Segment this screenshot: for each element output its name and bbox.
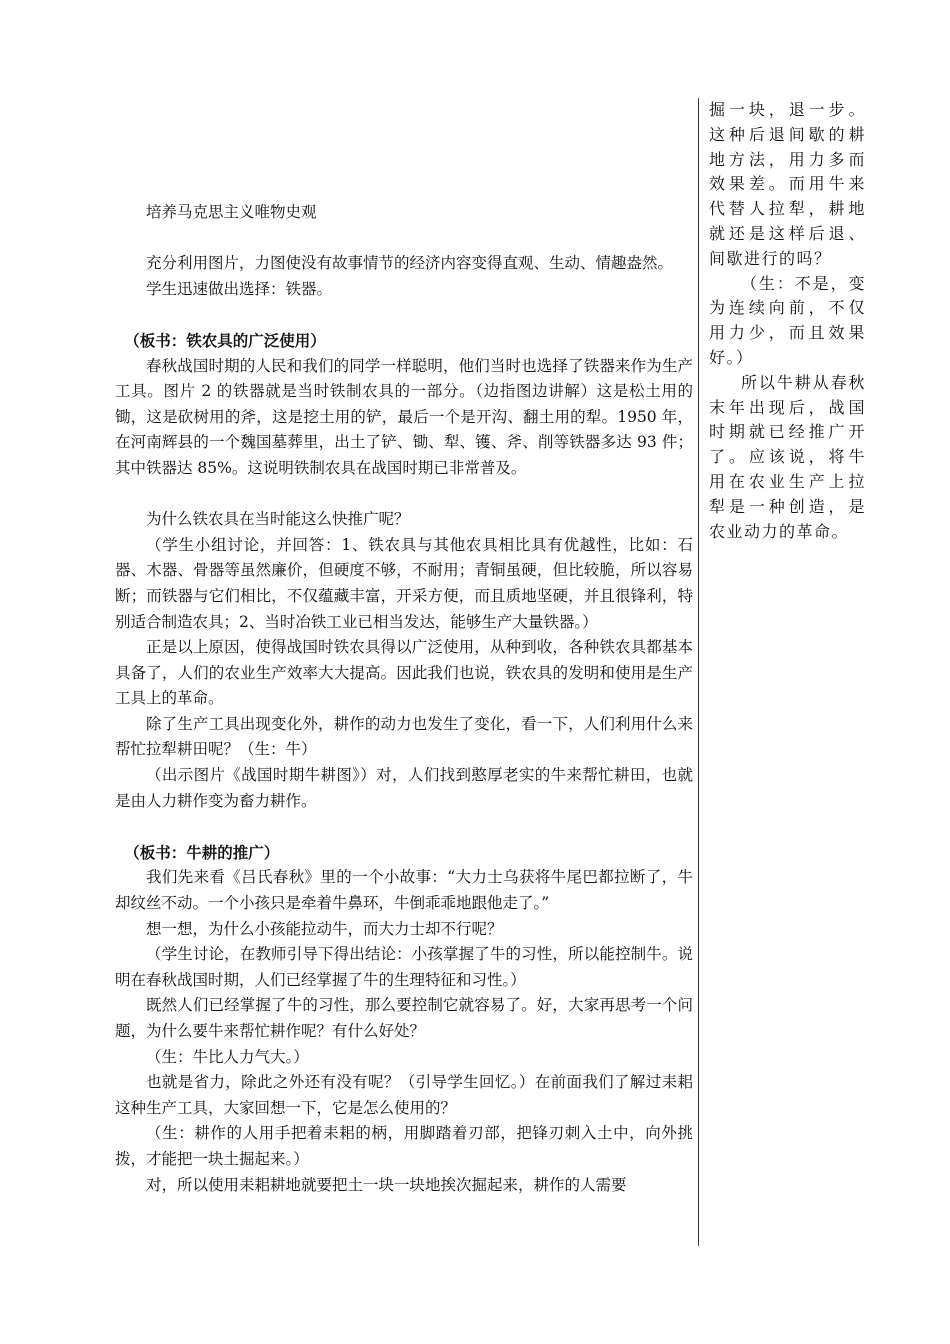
- main-column: [115, 200, 693, 1198]
- question-why-ox: 既然人们已经掌握了牛的习性，那么要控制它就容易了。好，大家再思考一个问题，为什么要牛来帮忙耕作呢？有什么好处？: [115, 996, 693, 1040]
- paragraph-story: 我们先来看《吕氏春秋》里的一个小故事：“大力士乌获将牛尾巴都拉断了，牛却纹丝不动。一个小孩只是牵着牛鼻环，牛倒乖乖地跟他走了。”: [115, 868, 693, 913]
- student-answer-leisi: （生：耕作的人用手把着耒耜的柄，用脚踏着刃部，把锋刃刺入土中，向外挑拨，才能把一块土掘起来。）: [115, 1124, 693, 1168]
- side-column: [709, 98, 866, 544]
- paragraph-leisi-method: 对，所以使用耒耜耕地就要把土一块一块地挨次掘起来，耕作的人需要: [146, 1175, 627, 1194]
- question-why-child: 想一想，为什么小孩能拉动牛，而大力士却不行呢？: [146, 919, 503, 938]
- student-discussion-iron: （学生小组讨论，并回答：1、铁农具与其他农具相比具有优越性，比如：石器、木器、骨器等虽然廉价，但硬度不够，不耐用；青铜虽硬，但比较脆，所以容易断；而铁器与它们相比，不仅蕴藏丰富，开采方便，而且质地坚硬，并且很锋利，特别适合制造农具；2、当时冶铁工业已相当发达，能够生产大量铁器。）: [115, 535, 693, 631]
- side-paragraph-2: （生：不是，变为连续向前，不仅用力少，而且效果好。）: [709, 273, 866, 367]
- method-note: 充分利用图片，力图使没有故事情节的经济内容变得直观、生动、情趣盎然。: [146, 254, 674, 273]
- side-paragraph-1: 掘一块，退一步。这种后退间歇的耕地方法，用力多而效果差。而用牛来代替人拉犁，耕地就还是这样后退、间歇进行的吗？: [709, 100, 866, 268]
- side-paragraph-3: 所以牛耕从春秋末年出现后，战国时期就已经推广开了。应该说，将牛用在农业生产上拉犁是一种创造，是农业动力的革命。: [709, 372, 866, 541]
- board-heading-ox-plowing: （板书：牛耕的推广）: [124, 842, 280, 862]
- column-divider: [698, 98, 699, 1246]
- student-discussion-ox: （学生讨论，在教师引导下得出结论：小孩掌握了牛的习性，所以能控制牛。说明在春秋战国时期，人们已经掌握了牛的生理特征和习性。）: [115, 945, 693, 989]
- paragraph-leisi-recall: 也就是省力，除此之外还有没有呢？（引导学生回忆。）在前面我们了解过耒耜这种生产工具，大家回想一下，它是怎么使用的？: [115, 1073, 693, 1117]
- paragraph-iron-tools: 春秋战国时期的人民和我们的同学一样聪明，他们当时也选择了铁器来作为生产工具。图片 2 的铁器就是当时铁制农具的一部分。（边指图边讲解）这是松土用的锄，这是砍树用的斧，这是挖土用的铲，最后一个是开沟、翻土用的犁。1950 年，在河南辉县的一个魏国墓葬里，出土了铲、锄、犁、镬、斧、削等铁器多达 93 件；其中铁器达 85%。这说明铁制农具在战国时期已非常普及。: [115, 356, 693, 477]
- question-why-iron: 为什么铁农具在当时能这么快推广呢？: [146, 510, 410, 529]
- paragraph-power-change: 除了生产工具出现变化外，耕作的动力也发生了变化，看一下，人们利用什么来帮忙拉犁耕田呢？（生：牛）: [115, 714, 693, 759]
- board-heading-iron-tools: （板书：铁农具的广泛使用）: [124, 330, 326, 350]
- objective-text: 培养马克思主义唯物史观: [146, 203, 317, 221]
- paragraph-tool-revolution: 正是以上原因，使得战国时铁农具得以广泛使用，从种到收，各种铁农具都基本具备了，人们的农业生产效率大大提高。因此我们也说，铁农具的发明和使用是生产工具上的革命。: [115, 638, 693, 708]
- paragraph-ox-image: （出示图片《战国时期牛耕图》）对，人们找到憨厚老实的牛来帮忙耕田，也就是由人力耕作变为畜力耕作。: [115, 766, 693, 810]
- student-choice: 学生迅速做出选择：铁器。: [146, 279, 333, 298]
- student-answer-strength: （生：牛比人力气大。）: [146, 1047, 309, 1066]
